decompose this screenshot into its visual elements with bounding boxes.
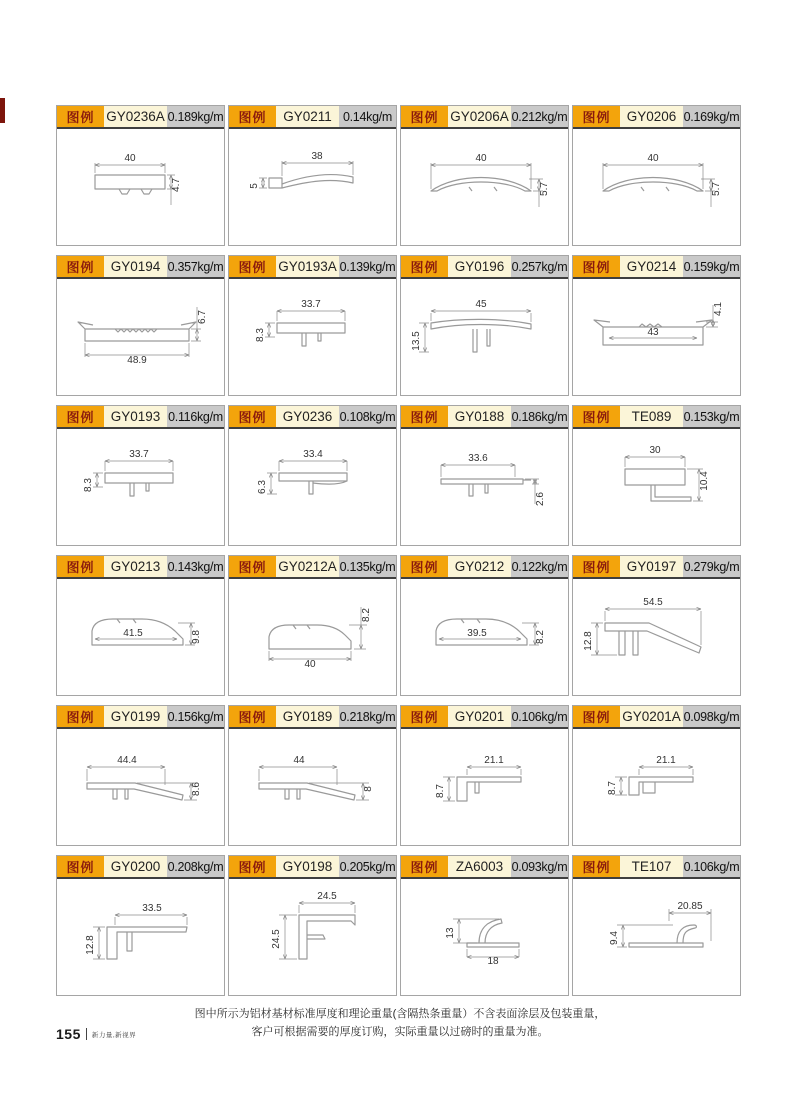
height-dimension-label: 24.5 xyxy=(271,929,282,949)
profile-card-header xyxy=(573,856,740,879)
profile-code: GY0236 xyxy=(276,406,339,427)
profile-card-header xyxy=(401,256,568,279)
profile-drawing xyxy=(57,579,224,693)
profile-weight: 0.093kg/m xyxy=(511,856,568,877)
height-dimension-label: 4.7 xyxy=(171,178,182,192)
legend-badge: 图例 xyxy=(401,556,448,577)
width-dimension-label: 39.5 xyxy=(467,628,487,639)
height-dimension-label: 5.7 xyxy=(539,182,550,196)
footer-note-line1: 图中所示为铝材基材标准厚度和理论重量(含隔热条重量）不含表面涂层及包装重量， xyxy=(194,1008,606,1020)
profile-cross-section-svg xyxy=(229,579,396,693)
legend-badge: 图例 xyxy=(401,706,448,727)
profile-card xyxy=(572,105,741,246)
width-dimension-label: 54.5 xyxy=(643,597,663,608)
profile-cross-section-svg xyxy=(401,729,568,843)
profile-cross-section-svg xyxy=(573,429,740,543)
profile-weight: 0.205kg/m xyxy=(339,856,396,877)
legend-badge: 图例 xyxy=(57,256,104,277)
width-dimension-label: 33.4 xyxy=(303,449,323,460)
profile-weight: 0.208kg/m xyxy=(167,856,224,877)
profile-card-header xyxy=(229,106,396,129)
profile-drawing xyxy=(401,879,568,993)
page-number-divider xyxy=(86,1028,87,1040)
profile-card xyxy=(228,105,397,246)
dimension-lines xyxy=(431,163,543,207)
height-dimension-label: 8 xyxy=(363,786,374,792)
dimension-lines xyxy=(95,163,175,205)
legend-badge: 图例 xyxy=(57,556,104,577)
profile-card xyxy=(572,255,741,396)
profile-outline xyxy=(87,783,183,800)
page-edge-mark xyxy=(0,98,5,123)
profile-weight: 0.156kg/m xyxy=(167,706,224,727)
profile-weight: 0.098kg/m xyxy=(683,706,740,727)
profile-card-header xyxy=(401,856,568,879)
profile-cross-section-svg xyxy=(229,729,396,843)
profile-drawing xyxy=(57,879,224,993)
dimension-lines xyxy=(269,607,367,661)
profile-card-header xyxy=(229,256,396,279)
page-number-block xyxy=(56,1026,136,1042)
profile-drawing xyxy=(401,579,568,693)
profile-card xyxy=(228,255,397,396)
profile-card-header xyxy=(57,106,224,129)
profile-drawing xyxy=(57,729,224,843)
profile-weight: 0.257kg/m xyxy=(511,256,568,277)
profile-outline xyxy=(269,625,351,649)
profile-code: GY0213 xyxy=(104,556,167,577)
profile-card-header xyxy=(57,556,224,579)
profile-cross-section-svg xyxy=(57,429,224,543)
profile-cross-section-svg xyxy=(57,879,224,993)
dimension-lines xyxy=(625,455,703,501)
dimension-lines xyxy=(443,765,521,801)
legend-badge: 图例 xyxy=(573,856,620,877)
profile-weight: 0.14kg/m xyxy=(339,106,396,127)
height-dimension-label: 5.7 xyxy=(711,182,722,196)
profile-cross-section-svg xyxy=(573,129,740,243)
profile-code: TE089 xyxy=(620,406,683,427)
profile-weight: 0.357kg/m xyxy=(167,256,224,277)
profile-card xyxy=(228,555,397,696)
profile-weight: 0.116kg/m xyxy=(167,406,224,427)
legend-badge: 图例 xyxy=(573,106,620,127)
profile-grid xyxy=(56,105,743,996)
profile-drawing xyxy=(229,129,396,243)
profile-card xyxy=(56,555,225,696)
profile-outline xyxy=(431,178,531,192)
profile-outline xyxy=(629,925,703,947)
dimension-lines xyxy=(603,163,715,207)
width-dimension-label: 41.5 xyxy=(123,628,143,639)
height-dimension-label: 6.3 xyxy=(257,480,268,494)
profile-card xyxy=(572,855,741,996)
profile-weight: 0.218kg/m xyxy=(339,706,396,727)
width-dimension-label: 21.1 xyxy=(484,755,504,766)
profile-code: GY0198 xyxy=(276,856,339,877)
profile-outline xyxy=(269,175,353,188)
profile-card-header xyxy=(229,706,396,729)
legend-badge: 图例 xyxy=(401,106,448,127)
height-dimension-label: 4.1 xyxy=(713,302,724,316)
profile-outline xyxy=(277,323,345,346)
profile-code: GY0193A xyxy=(276,256,339,277)
profile-cross-section-svg xyxy=(229,429,396,543)
width-dimension-label: 33.5 xyxy=(142,903,162,914)
profile-card xyxy=(400,555,569,696)
height-dimension-label: 12.8 xyxy=(85,935,96,955)
profile-cross-section-svg xyxy=(57,279,224,393)
profile-drawing xyxy=(573,879,740,993)
profile-weight: 0.212kg/m xyxy=(511,106,568,127)
profile-cross-section-svg xyxy=(57,729,224,843)
profile-weight: 0.159kg/m xyxy=(683,256,740,277)
profile-weight: 0.108kg/m xyxy=(339,406,396,427)
profile-outline xyxy=(299,915,355,959)
profile-drawing xyxy=(57,129,224,243)
profile-outline xyxy=(279,473,347,494)
profile-code: GY0236A xyxy=(104,106,167,127)
profile-cross-section-svg xyxy=(573,879,740,993)
height-dimension-label: 8.3 xyxy=(83,478,94,492)
profile-card-header xyxy=(401,106,568,129)
profile-weight: 0.106kg/m xyxy=(683,856,740,877)
profile-weight: 0.153kg/m xyxy=(683,406,740,427)
profile-weight: 0.169kg/m xyxy=(683,106,740,127)
profile-drawing xyxy=(229,879,396,993)
profile-weight: 0.189kg/m xyxy=(167,106,224,127)
profile-code: GY0194 xyxy=(104,256,167,277)
profile-card xyxy=(56,855,225,996)
profile-drawing xyxy=(573,129,740,243)
profile-card-header xyxy=(57,856,224,879)
profile-code: GY0189 xyxy=(276,706,339,727)
height-dimension-label: 2.6 xyxy=(535,492,546,506)
profile-code: GY0212 xyxy=(448,556,511,577)
profile-cross-section-svg xyxy=(229,129,396,243)
profile-code: GY0206 xyxy=(620,106,683,127)
profile-drawing xyxy=(401,429,568,543)
width-dimension-label: 40 xyxy=(304,659,316,670)
profile-drawing xyxy=(229,429,396,543)
profile-code: GY0201 xyxy=(448,706,511,727)
height-dimension-label: 8.3 xyxy=(255,328,266,342)
profile-card xyxy=(228,705,397,846)
width-dimension-label: 45 xyxy=(475,299,487,310)
width-dimension-label: 40 xyxy=(475,153,487,164)
legend-badge: 图例 xyxy=(229,406,276,427)
profile-outline xyxy=(95,175,165,194)
width-dimension-label: 40 xyxy=(647,153,659,164)
profile-drawing xyxy=(229,579,396,693)
profile-weight: 0.186kg/m xyxy=(511,406,568,427)
profile-drawing xyxy=(401,279,568,393)
height-dimension-label: 9.4 xyxy=(609,931,620,945)
profile-card-header xyxy=(401,556,568,579)
profile-cross-section-svg xyxy=(401,879,568,993)
legend-badge: 图例 xyxy=(229,856,276,877)
profile-outline xyxy=(605,623,701,655)
profile-outline xyxy=(603,178,703,192)
profile-cross-section-svg xyxy=(573,579,740,693)
profile-card xyxy=(400,855,569,996)
profile-code: GY0188 xyxy=(448,406,511,427)
height-dimension-label: 13 xyxy=(445,927,456,939)
dimension-lines xyxy=(439,623,539,645)
dimension-lines xyxy=(609,305,718,340)
profile-card-header xyxy=(401,406,568,429)
profile-code: GY0201A xyxy=(620,706,683,727)
profile-card-header xyxy=(573,106,740,129)
legend-badge: 图例 xyxy=(229,706,276,727)
profile-card-header xyxy=(573,706,740,729)
height-dimension-label: 8.2 xyxy=(361,608,372,622)
profile-card-header xyxy=(573,556,740,579)
width-dimension-label: 48.9 xyxy=(127,355,147,366)
width-dimension-label: 33.6 xyxy=(468,453,488,464)
width-dimension-label: 44.4 xyxy=(117,755,137,766)
width-dimension-label: 24.5 xyxy=(317,891,337,902)
height-dimension-label: 10.4 xyxy=(699,471,710,491)
width-dimension-label: 43 xyxy=(647,327,659,338)
dimension-lines xyxy=(279,901,355,959)
height-dimension-label: 8.6 xyxy=(191,782,202,796)
profile-outline xyxy=(107,927,187,959)
profile-code: GY0193 xyxy=(104,406,167,427)
profile-card xyxy=(56,255,225,396)
profile-drawing xyxy=(57,279,224,393)
legend-badge: 图例 xyxy=(573,256,620,277)
legend-badge: 图例 xyxy=(573,556,620,577)
dimension-lines xyxy=(95,623,195,645)
profile-drawing xyxy=(229,279,396,393)
profile-outline xyxy=(78,322,196,341)
profile-drawing xyxy=(57,429,224,543)
profile-weight: 0.122kg/m xyxy=(511,556,568,577)
height-dimension-label: 12.8 xyxy=(583,631,594,651)
profile-cross-section-svg xyxy=(573,729,740,843)
profile-code: GY0197 xyxy=(620,556,683,577)
profile-weight: 0.139kg/m xyxy=(339,256,396,277)
profile-card-header xyxy=(573,406,740,429)
profile-cross-section-svg xyxy=(57,129,224,243)
profile-code: GY0196 xyxy=(448,256,511,277)
width-dimension-label: 44 xyxy=(293,755,305,766)
profile-weight: 0.279kg/m xyxy=(683,556,740,577)
profile-code: GY0212A xyxy=(276,556,339,577)
profile-outline xyxy=(629,777,693,795)
legend-badge: 图例 xyxy=(573,406,620,427)
legend-badge: 图例 xyxy=(401,256,448,277)
profile-card-header xyxy=(401,706,568,729)
profile-card-header xyxy=(229,856,396,879)
profile-cross-section-svg xyxy=(401,579,568,693)
profile-weight: 0.135kg/m xyxy=(339,556,396,577)
profile-cross-section-svg xyxy=(57,579,224,693)
legend-badge: 图例 xyxy=(401,856,448,877)
profile-card-header xyxy=(573,256,740,279)
profile-card-header xyxy=(57,406,224,429)
profile-card xyxy=(228,405,397,546)
profile-card-header xyxy=(229,556,396,579)
dimension-lines xyxy=(617,909,711,947)
legend-badge: 图例 xyxy=(229,556,276,577)
height-dimension-label: 5 xyxy=(249,183,260,189)
legend-badge: 图例 xyxy=(57,856,104,877)
width-dimension-label: 33.7 xyxy=(129,449,149,460)
profile-cross-section-svg xyxy=(401,279,568,393)
profile-cross-section-svg xyxy=(229,279,396,393)
width-dimension-label: 30 xyxy=(649,445,661,456)
legend-badge: 图例 xyxy=(401,406,448,427)
profile-outline xyxy=(259,783,355,800)
profile-outline xyxy=(441,479,531,496)
height-dimension-label: 8.7 xyxy=(435,784,446,798)
legend-badge: 图例 xyxy=(229,106,276,127)
profile-outline xyxy=(431,319,531,352)
legend-badge: 图例 xyxy=(573,706,620,727)
profile-drawing xyxy=(401,729,568,843)
profile-cross-section-svg xyxy=(401,429,568,543)
profile-card xyxy=(400,405,569,546)
legend-badge: 图例 xyxy=(57,106,104,127)
page-number: 155 xyxy=(56,1026,81,1042)
profile-drawing xyxy=(229,729,396,843)
legend-badge: 图例 xyxy=(57,706,104,727)
height-dimension-label: 8.7 xyxy=(607,781,618,795)
profile-card xyxy=(56,405,225,546)
profile-card-header xyxy=(229,406,396,429)
profile-card-header xyxy=(57,256,224,279)
profile-card xyxy=(400,255,569,396)
dimension-lines xyxy=(615,765,693,795)
width-dimension-label: 20.85 xyxy=(677,901,703,912)
profile-code: GY0214 xyxy=(620,256,683,277)
profile-weight: 0.143kg/m xyxy=(167,556,224,577)
profile-card xyxy=(572,405,741,546)
profile-outline xyxy=(625,469,691,501)
profile-card xyxy=(572,555,741,696)
height-dimension-label: 9.8 xyxy=(191,630,202,644)
width-dimension-label: 40 xyxy=(124,153,136,164)
width-dimension-label: 18 xyxy=(487,956,499,967)
width-dimension-label: 21.1 xyxy=(656,755,676,766)
profile-drawing xyxy=(573,729,740,843)
profile-outline xyxy=(457,777,521,801)
profile-cross-section-svg xyxy=(573,279,740,393)
profile-card-header xyxy=(57,706,224,729)
profile-card xyxy=(400,705,569,846)
profile-cross-section-svg xyxy=(401,129,568,243)
profile-weight: 0.106kg/m xyxy=(511,706,568,727)
profile-code: GY0206A xyxy=(448,106,511,127)
height-dimension-label: 6.7 xyxy=(197,310,208,324)
profile-card xyxy=(400,105,569,246)
profile-code: GY0199 xyxy=(104,706,167,727)
profile-drawing xyxy=(573,279,740,393)
profile-card xyxy=(56,105,225,246)
profile-outline xyxy=(105,473,173,496)
width-dimension-label: 38 xyxy=(311,151,323,162)
profile-card xyxy=(228,855,397,996)
dimension-lines xyxy=(419,309,531,352)
page-tagline: 新力量,新视界 xyxy=(91,1031,137,1039)
width-dimension-label: 33.7 xyxy=(301,299,321,310)
legend-badge: 图例 xyxy=(57,406,104,427)
footer-note-line2: 客户可根据需要的厚度订购，实际重量以过磅时的重量为准。 xyxy=(251,1026,549,1038)
profile-code: TE107 xyxy=(620,856,683,877)
legend-badge: 图例 xyxy=(229,256,276,277)
profile-code: ZA6003 xyxy=(448,856,511,877)
profile-card xyxy=(572,705,741,846)
profile-code: GY0211 xyxy=(276,106,339,127)
profile-drawing xyxy=(573,579,740,693)
profile-card xyxy=(56,705,225,846)
profile-cross-section-svg xyxy=(229,879,396,993)
height-dimension-label: 13.5 xyxy=(411,331,422,351)
profile-drawing xyxy=(573,429,740,543)
profile-code: GY0200 xyxy=(104,856,167,877)
dimension-lines xyxy=(85,307,201,357)
profile-drawing xyxy=(401,129,568,243)
height-dimension-label: 8.2 xyxy=(535,630,546,644)
